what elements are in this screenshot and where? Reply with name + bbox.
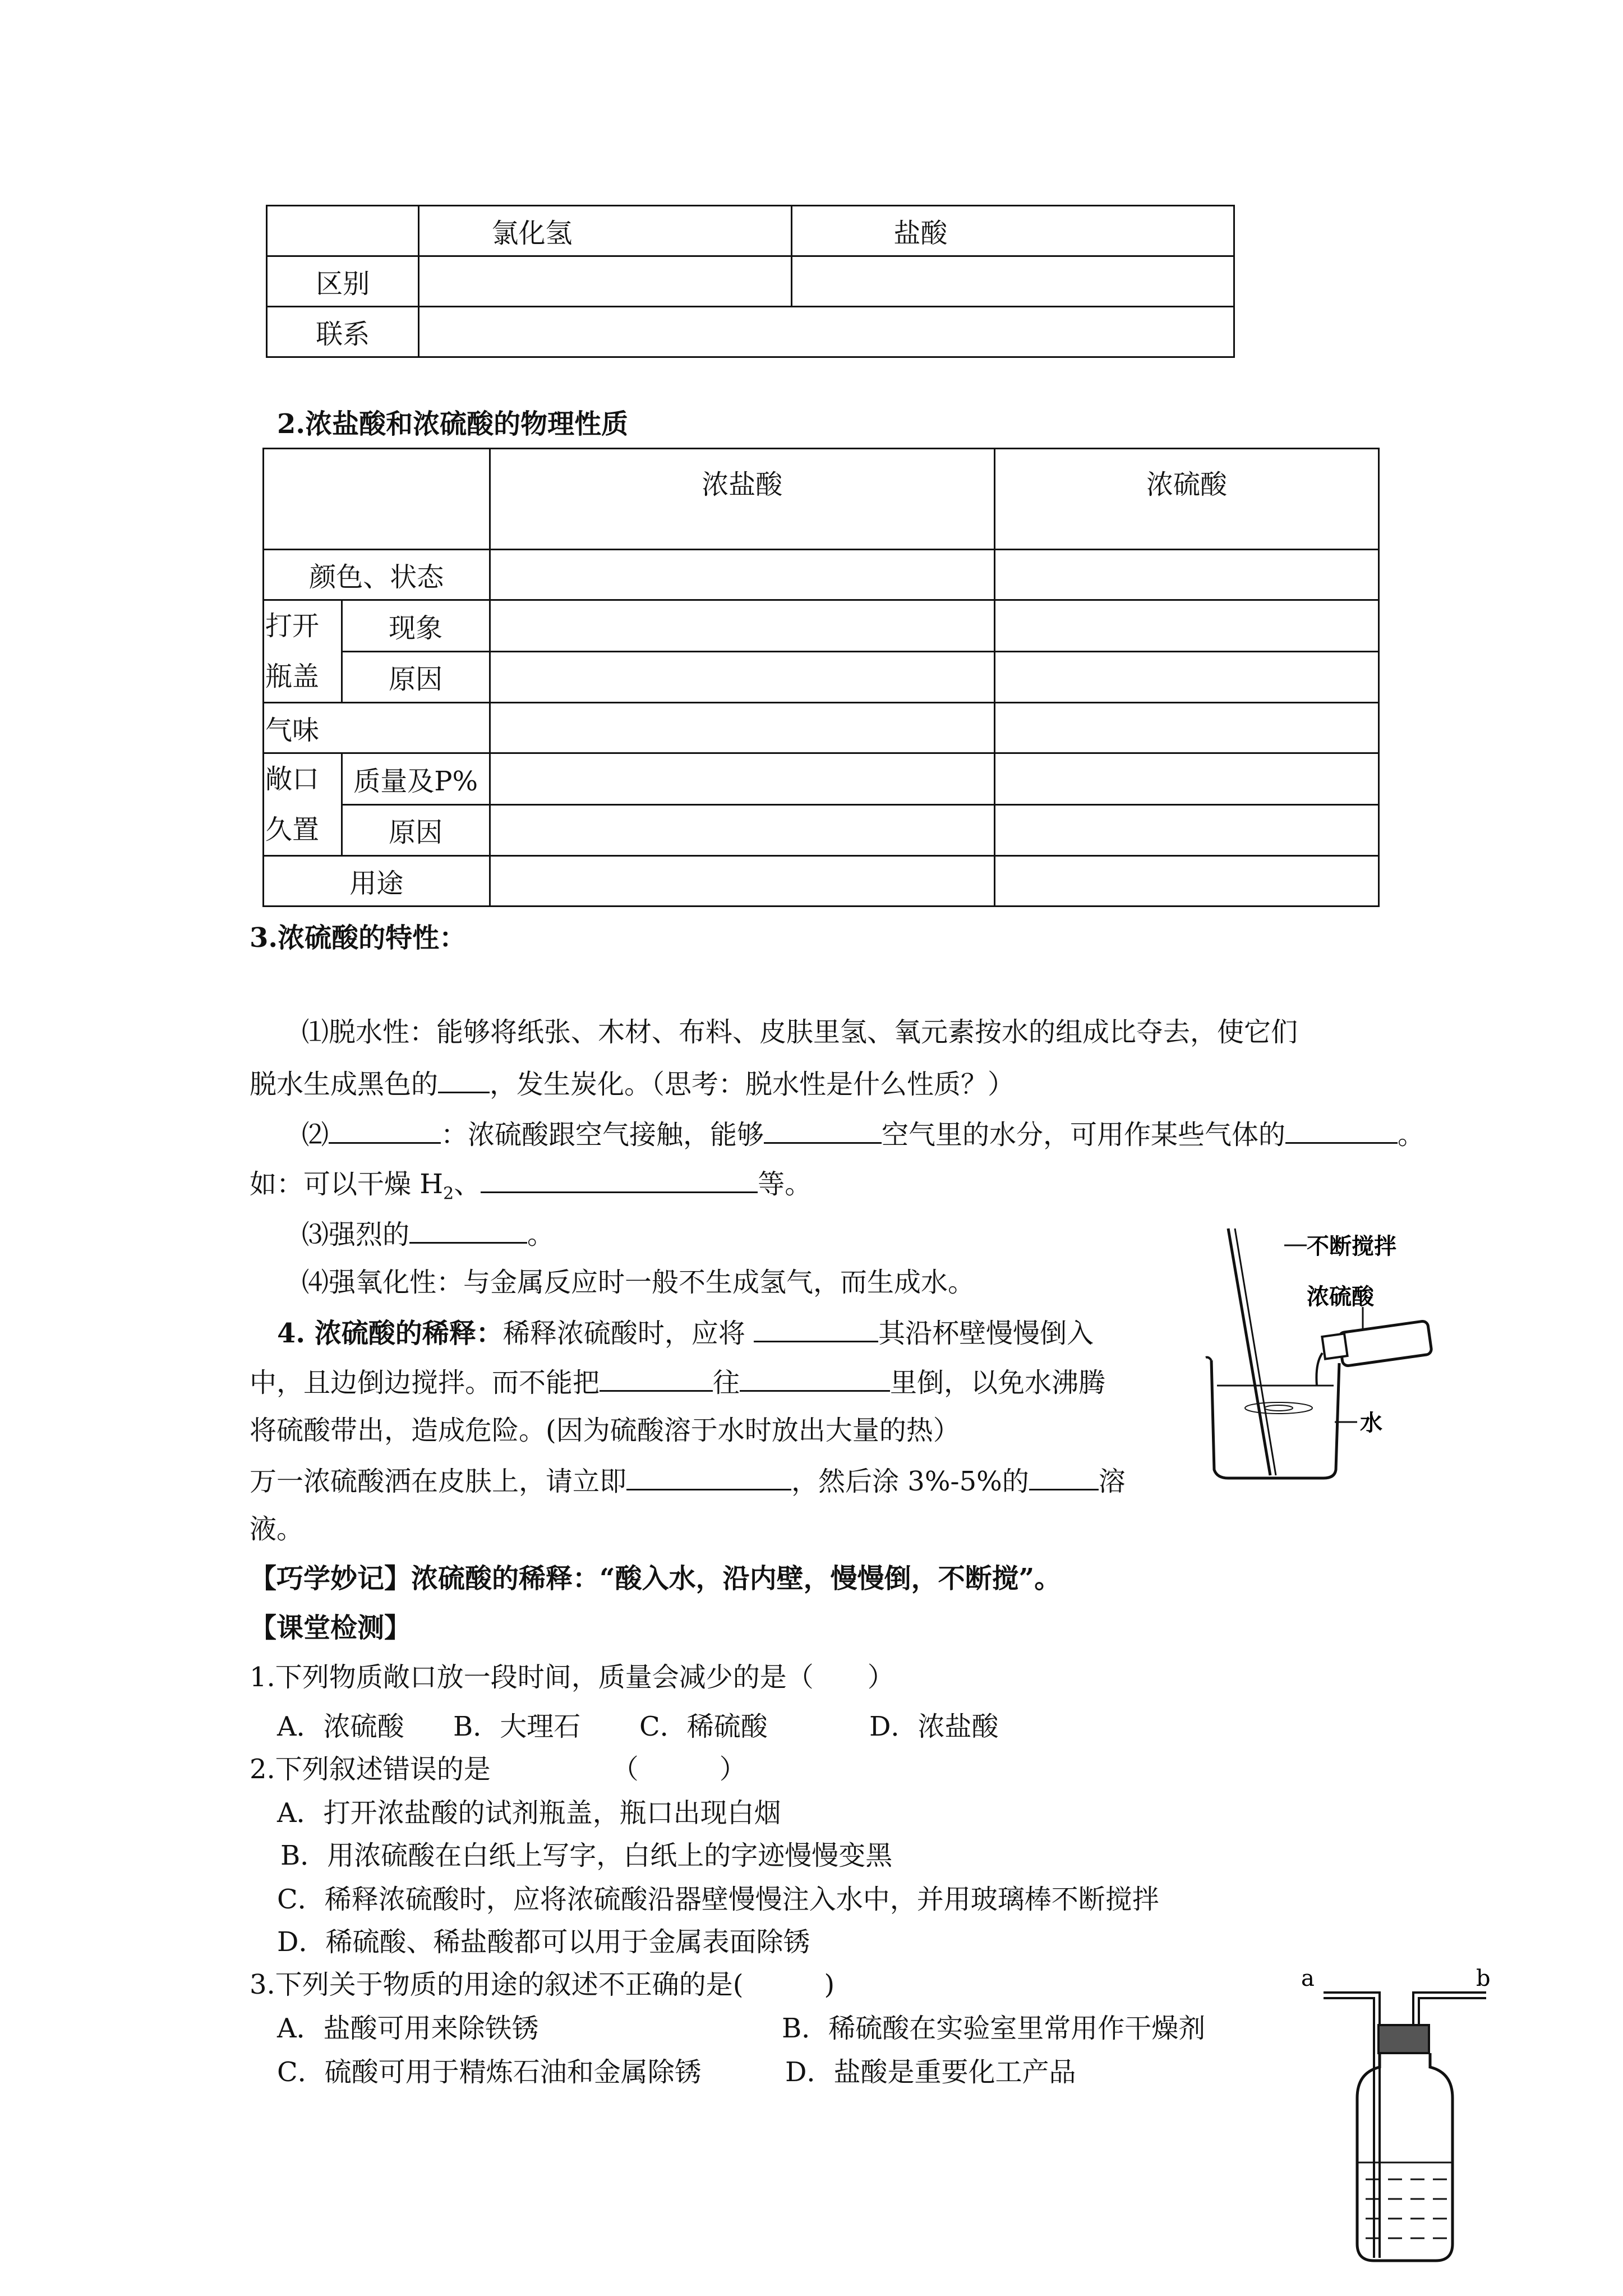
q2-option-a: A．打开浓盐酸的试剂瓶盖，瓶口出现白烟 <box>277 1797 781 1829</box>
s4-l4-c: 溶 <box>1098 1466 1126 1497</box>
section3-p3 <box>302 1216 554 1251</box>
table2-row-color-state: 颜色、状态 <box>264 550 490 600</box>
section4-line3: 将硫酸带出，造成危险。(因为硫酸溶于水时放出大量的热） <box>250 1415 960 1446</box>
s4-l4-b: ，然后涂 3%-5%的 <box>791 1466 1029 1497</box>
blank-line <box>764 1116 882 1144</box>
table2-header-conc-h2so4: 浓硫酸 <box>995 449 1379 550</box>
blank-line <box>1029 1463 1099 1490</box>
q3-option-c: C．硫酸可用于精炼石油和金属除锈 <box>277 2056 702 2088</box>
blank-line <box>409 1216 527 1244</box>
question-2: 2.下列叙述错误的是 （ ） <box>250 1754 746 1785</box>
q1-option-b: B．大理石 <box>453 1711 581 1742</box>
blank-line <box>438 1066 490 1093</box>
physical-properties-table <box>262 448 1380 907</box>
table2-cell <box>995 804 1379 856</box>
table2-row-mass: 质量及P% <box>342 753 490 805</box>
blank-line <box>626 1463 791 1490</box>
question-1: 1.下列物质敞口放一段时间，质量会减少的是（ ） <box>250 1662 895 1693</box>
s4-l1-a: 稀释浓硫酸时，应将 <box>502 1318 754 1349</box>
p2-line2-b: 、 <box>454 1168 481 1200</box>
table2-cell <box>490 651 995 703</box>
table1-row-label-difference: 区别 <box>267 256 419 307</box>
p3-text-a: ⑶强烈的 <box>302 1219 410 1250</box>
section4-line1 <box>277 1315 1094 1350</box>
section3-p1-line1: ⑴脱水性：能够将纸张、木材、布料、皮肤里氢、氧元素按水的组成比夺去，使它们 <box>302 1016 1298 1048</box>
table2-row-smell: 气味 <box>264 703 490 753</box>
blank-line <box>1285 1116 1398 1144</box>
q3-option-d: D．盐酸是重要化工产品 <box>785 2056 1076 2088</box>
table2-group-exposed <box>264 753 342 856</box>
q2-option-b: B．用浓硫酸在白纸上写字，白纸上的字迹慢慢变黑 <box>280 1840 893 1871</box>
memory-tip <box>250 1562 1061 1595</box>
beaker-icon <box>1211 1360 1339 1478</box>
q1-option-d: D．浓盐酸 <box>869 1711 999 1742</box>
blank-line <box>329 1116 441 1144</box>
bottle-icon <box>1357 2053 1453 2261</box>
table2-cell <box>490 550 995 600</box>
tip-bracket: 【巧学妙记】 <box>250 1563 412 1594</box>
label-stir: 不断搅拌 <box>1307 1233 1396 1259</box>
p3-text-b: 。 <box>527 1219 555 1250</box>
table2-cell <box>995 703 1379 753</box>
s4-l1-b: 其沿杯壁慢慢倒入 <box>878 1318 1094 1349</box>
glass-rod-icon <box>1228 1228 1270 1475</box>
table2-header-conc-hcl: 浓盐酸 <box>490 449 995 550</box>
table1-cell <box>419 307 1234 357</box>
gas-bottle-figure <box>1295 1958 1520 2272</box>
table2-row-reason2: 原因 <box>342 804 490 856</box>
table2-row-reason: 原因 <box>342 651 490 703</box>
tip-text: 浓硫酸的稀释：“酸入水，沿内壁，慢慢倒，不断搅”。 <box>411 1563 1062 1594</box>
table2-cell <box>995 651 1379 703</box>
label-water: 水 <box>1360 1410 1382 1436</box>
table2-header-empty <box>264 449 490 550</box>
bottle-label-b: b <box>1476 1966 1491 1991</box>
section3-p4: ⑷强氧化性：与金属反应时一般不生成氢气，而生成水。 <box>302 1267 975 1298</box>
table2-cell <box>490 703 995 753</box>
table2-cell <box>490 856 995 907</box>
section3-p2-line2 <box>250 1166 811 1211</box>
hcl-comparison-table <box>266 205 1235 358</box>
blank-line <box>754 1315 878 1342</box>
table1-cell <box>419 256 792 307</box>
section4-line5: 液。 <box>250 1513 304 1545</box>
p1-text-b: ，发生炭化。（思考：脱水性是什么性质？） <box>490 1069 1015 1100</box>
p2-text-c: 空气里的水分，可用作某些气体的 <box>882 1119 1286 1151</box>
table2-group-open-line1: 打开 <box>265 610 320 642</box>
q2-option-d: D．稀硫酸、稀盐酸都可以用于金属表面除锈 <box>277 1926 810 1958</box>
table1-cell <box>792 256 1234 307</box>
stopper-icon <box>1378 2025 1429 2053</box>
table2-cell <box>995 550 1379 600</box>
table1-header-hydrochloric-acid: 盐酸 <box>792 206 1234 256</box>
subscript-2: 2 <box>443 1184 454 1204</box>
table2-cell <box>490 753 995 805</box>
table2-cell <box>995 600 1379 652</box>
p2-text-a: ⑵ <box>302 1119 329 1151</box>
p2-text-d: 。 <box>1398 1119 1425 1151</box>
table2-group-exposed-line1: 敞口 <box>265 763 320 795</box>
p2-line2-a: 如：可以干燥 H <box>250 1168 444 1200</box>
table2-group-open-cap <box>264 600 342 703</box>
table2-cell <box>995 753 1379 805</box>
s4-l4-a: 万一浓硫酸洒在皮肤上，请立即 <box>250 1466 627 1497</box>
table2-cell <box>490 600 995 652</box>
q3-option-a: A．盐酸可用来除铁锈 <box>277 2013 539 2044</box>
q3-option-b: B．稀硫酸在实验室里常用作干燥剂 <box>782 2013 1206 2044</box>
p2-line2-c: 等。 <box>758 1168 812 1200</box>
table2-row-phenomenon: 现象 <box>342 600 490 652</box>
section4-title: 4. 浓硫酸的稀释： <box>277 1318 503 1349</box>
table2-row-use: 用途 <box>264 856 490 907</box>
s4-l2-b: 往 <box>713 1367 740 1398</box>
dilution-figure <box>1195 1223 1475 1481</box>
label-conc-acid: 浓硫酸 <box>1307 1283 1374 1310</box>
table1-row-label-connection: 联系 <box>267 307 419 357</box>
section4-line4 <box>250 1463 1126 1498</box>
section4-line2 <box>250 1364 1105 1400</box>
table1-header-empty <box>267 206 419 256</box>
section3-p1-line2 <box>250 1066 1015 1101</box>
blank-line <box>740 1364 890 1392</box>
question-3: 3.下列关于物质的用途的叙述不正确的是( ) <box>250 1969 835 2000</box>
p1-text-a: 脱水生成黑色的 <box>250 1069 439 1100</box>
check-title: 【课堂检测】 <box>250 1612 412 1644</box>
table2-group-exposed-line2: 久置 <box>265 814 320 845</box>
p2-text-b: ：浓硫酸跟空气接触，能够 <box>441 1119 764 1151</box>
table2-group-open-line2: 瓶盖 <box>265 661 320 692</box>
section2-title: 2.浓盐酸和浓硫酸的物理性质 <box>277 408 629 440</box>
acid-bottle-icon <box>1316 1320 1432 1386</box>
table2-cell <box>490 804 995 856</box>
q2-option-c: C．稀释浓硫酸时，应将浓硫酸沿器壁慢慢注入水中，并用玻璃棒不断搅拌 <box>277 1884 1159 1915</box>
q1-option-a: A．浓硫酸 <box>277 1711 404 1742</box>
s4-l2-c: 里倒，以免水沸腾 <box>890 1367 1106 1398</box>
s4-l2-a: 中，且边倒边搅拌。而不能把 <box>250 1367 600 1398</box>
bottle-label-a: a <box>1301 1966 1315 1991</box>
table1-header-hcl: 氯化氢 <box>419 206 792 256</box>
blank-line <box>481 1166 758 1193</box>
blank-line <box>600 1364 713 1392</box>
q1-option-c: C．稀硫酸 <box>639 1711 768 1742</box>
table2-cell <box>995 856 1379 907</box>
section3-p2-line1 <box>302 1116 1424 1152</box>
section3-title: 3.浓硫酸的特性： <box>250 922 467 954</box>
